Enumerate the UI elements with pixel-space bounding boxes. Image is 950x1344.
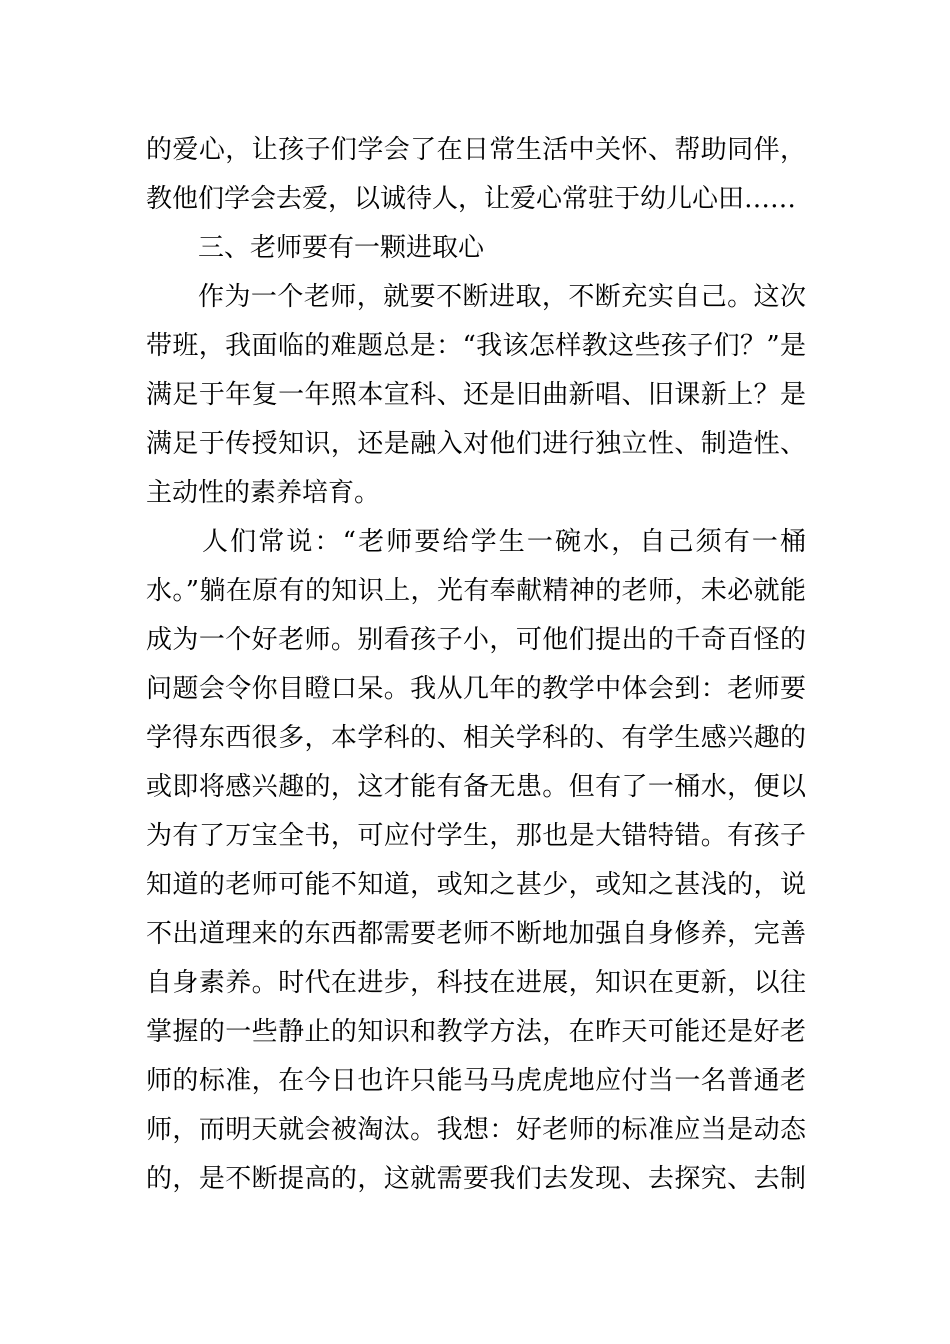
- text-line: 作为一个老师，就要不断进取，不断充实自己。这次: [198, 282, 806, 312]
- text-line: 满足于年复一年照本宣科、还是旧曲新唱、旧课新上？是: [146, 380, 806, 410]
- text-line: 教他们学会去爱，以诚待人，让爱心常驻于幼儿心田……: [146, 184, 797, 214]
- text-line: 成为一个好老师。别看孩子小，可他们提出的千奇百怪的: [146, 625, 806, 655]
- text-line: 的，是不断提高的，这就需要我们去发现、去探究、去制: [146, 1164, 806, 1194]
- text-line: 不出道理来的东西都需要老师不断地加强自身修养，完善: [146, 919, 806, 949]
- text-line: 问题会令你目瞪口呆。我从几年的教学中体会到：老师要: [146, 674, 806, 704]
- text-line: 知道的老师可能不知道，或知之甚少，或知之甚浅的，说: [146, 870, 806, 900]
- document-body: [146, 126, 806, 1204]
- text-line: 满足于传授知识，还是融入对他们进行独立性、制造性、: [146, 429, 806, 459]
- text-line: 水。”躺在原有的知识上，光有奉献精神的老师，未必就能: [146, 576, 806, 606]
- section-heading: 三、老师要有一颗进取心: [198, 233, 485, 263]
- text-line: 掌握的一些静止的知识和教学方法，在昨天可能还是好老: [146, 1017, 806, 1047]
- text-line: 的爱心，让孩子们学会了在日常生活中关怀、帮助同伴，: [146, 135, 806, 165]
- text-line: 或即将感兴趣的，这才能有备无患。但有了一桶水，便以: [146, 772, 806, 802]
- text-line: 人们常说：“老师要给学生一碗水，自己须有一桶: [202, 527, 806, 557]
- text-line: 主动性的素养培育。: [146, 478, 381, 508]
- text-line: 师的标准，在今日也许只能马马虎虎地应付当一名普通老: [146, 1066, 806, 1096]
- text-line: 学得东西很多，本学科的、相关学科的、有学生感兴趣的: [146, 723, 806, 753]
- text-line: 为有了万宝全书，可应付学生，那也是大错特错。有孩子: [146, 821, 806, 851]
- text-line: 师，而明天就会被淘汰。我想：好老师的标准应当是动态: [146, 1115, 806, 1145]
- text-line: 自身素养。时代在进步，科技在进展，知识在更新，以往: [146, 968, 806, 998]
- text-line: 带班，我面临的难题总是：“我该怎样教这些孩子们？”是: [146, 331, 806, 361]
